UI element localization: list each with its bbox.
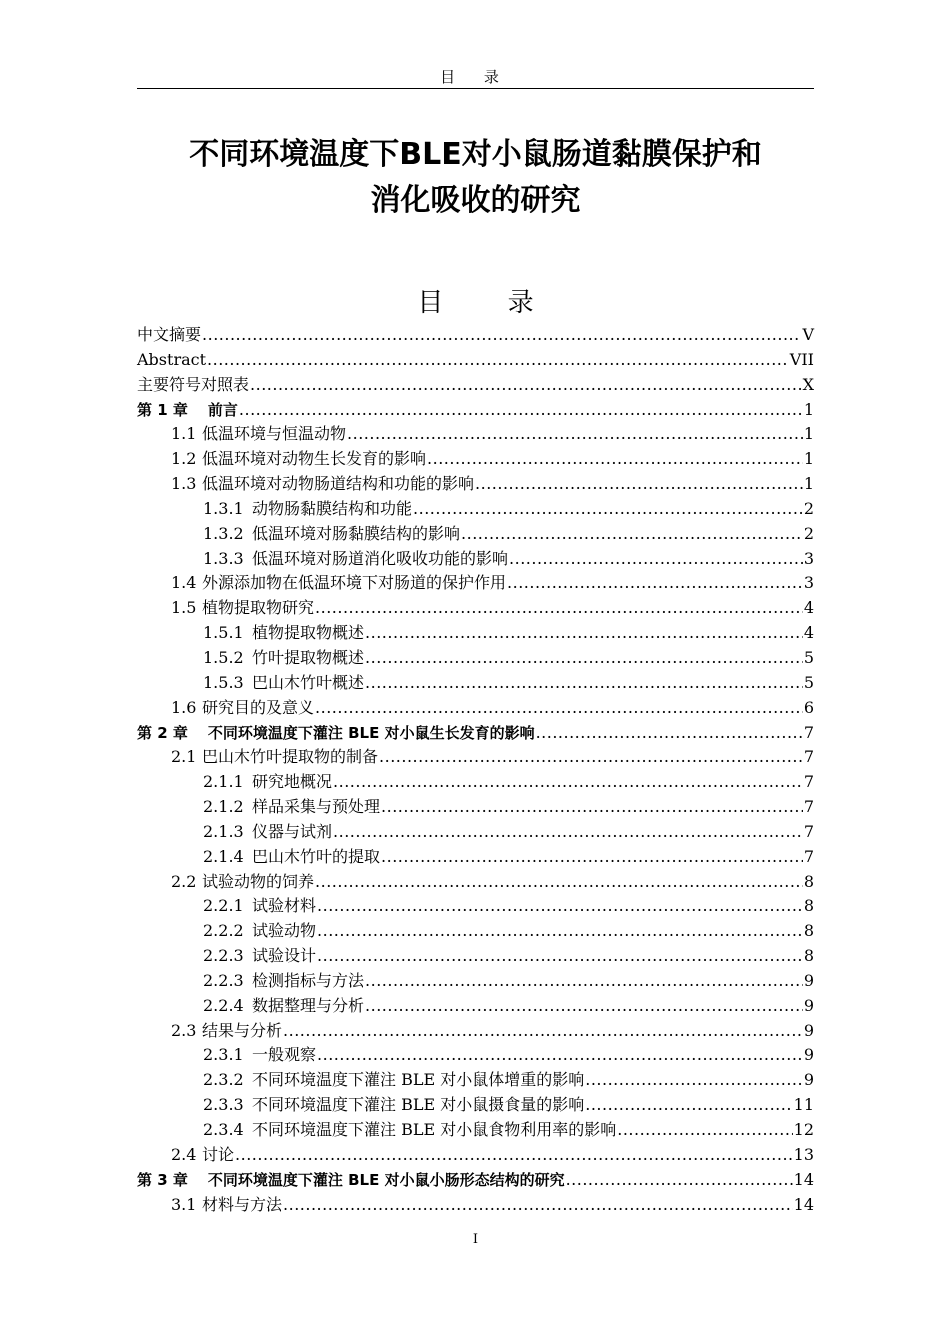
toc-leader-dots — [381, 795, 803, 820]
toc-entry-label — [203, 944, 316, 969]
toc-leader-dots — [507, 571, 803, 596]
toc-leader-dots — [333, 820, 803, 845]
toc-leader-dots — [413, 497, 803, 522]
toc-entry[interactable] — [137, 1043, 814, 1068]
toc-leader-dots — [317, 894, 803, 919]
toc-leader-dots — [475, 472, 803, 497]
toc-entry-label — [203, 919, 316, 944]
toc-entry-page: 6 — [803, 697, 814, 717]
toc-entry-number: 1.5 — [171, 598, 197, 618]
toc-entry-number: 2.2.1 — [203, 896, 244, 916]
toc-entry[interactable] — [137, 447, 814, 472]
thesis-title — [137, 132, 814, 224]
toc-entry-number: 2.1.4 — [203, 846, 244, 866]
toc-entry-title: 巴山木竹叶提取物的制备 — [202, 747, 379, 767]
toc-leader-dots — [566, 1168, 793, 1193]
toc-entry-number: 2.1 — [171, 747, 197, 767]
toc-leader-dots — [315, 870, 803, 895]
toc-entry[interactable] — [137, 969, 814, 994]
toc-entry[interactable] — [137, 919, 814, 944]
toc-entry[interactable] — [137, 1093, 814, 1118]
thesis-title-line-2: 消化吸收的研究 — [370, 183, 581, 218]
toc-entry-title: 试验动物的饲养 — [202, 871, 315, 891]
toc-entry[interactable] — [137, 1193, 814, 1218]
toc-entry-label — [171, 696, 314, 721]
toc-entry[interactable] — [137, 1068, 814, 1093]
toc-entry[interactable] — [137, 348, 814, 373]
toc-entry-label — [203, 994, 364, 1019]
toc-leader-dots — [283, 1193, 793, 1218]
toc-entry-page: 9 — [803, 995, 814, 1015]
toc-entry-number: 2.4 — [171, 1144, 197, 1164]
toc-entry[interactable] — [137, 547, 814, 572]
toc-leader-dots — [365, 646, 803, 671]
toc-entry-page: 1 — [803, 474, 814, 494]
toc-entry-number: 2.1.1 — [203, 772, 244, 792]
toc-entry-number: 第 1 章 — [137, 400, 188, 419]
toc-entry-number: 1.3.3 — [203, 548, 244, 568]
toc-entry-page: 5 — [803, 647, 814, 667]
toc-entry-label — [171, 1193, 282, 1218]
toc-entry-label — [171, 472, 474, 497]
toc-entry[interactable] — [137, 745, 814, 770]
toc-entry-title: 植物提取物概述 — [252, 623, 365, 643]
toc-leader-dots — [585, 1068, 803, 1093]
toc-entry-number: 2.2.4 — [203, 995, 244, 1015]
toc-entry-label — [171, 571, 506, 596]
toc-entry[interactable] — [137, 820, 814, 845]
toc-leader-dots — [365, 969, 803, 994]
toc-entry[interactable] — [137, 1168, 814, 1193]
toc-entry-number: 1.3 — [171, 474, 197, 494]
toc-entry-number: 1.5.3 — [203, 672, 244, 692]
toc-entry-number: 2.3 — [171, 1020, 197, 1040]
toc-entry-page: 9 — [803, 1020, 814, 1040]
toc-entry-title: 不同环境温度下灌注 BLE 对小鼠食物利用率的影响 — [252, 1120, 617, 1139]
toc-entry-number: 2.3.1 — [203, 1045, 244, 1065]
toc-entry[interactable] — [137, 571, 814, 596]
toc-entry[interactable] — [137, 795, 814, 820]
toc-heading: 目 录 — [417, 288, 562, 318]
toc-leader-dots — [365, 621, 803, 646]
toc-entry-label — [203, 820, 332, 845]
toc-entry-label — [203, 845, 380, 870]
toc-entry[interactable] — [137, 870, 814, 895]
toc-leader-dots — [317, 944, 803, 969]
toc-entry-page: 14 — [793, 1194, 814, 1214]
toc-leader-dots — [317, 919, 803, 944]
toc-entry-page: 8 — [803, 896, 814, 916]
toc-entry-label — [203, 547, 508, 572]
toc-entry[interactable] — [137, 422, 814, 447]
toc-entry-page: VII — [789, 349, 814, 369]
toc-entry-page: 8 — [803, 871, 814, 891]
toc-entry-number: 2.2.3 — [203, 970, 244, 990]
toc-leader-dots — [202, 323, 801, 348]
toc-entry-page: 8 — [803, 946, 814, 966]
toc-entry-title: 低温环境对肠道消化吸收功能的影响 — [252, 548, 509, 568]
table-of-contents — [137, 323, 814, 1217]
toc-entry[interactable] — [137, 1118, 814, 1143]
toc-entry-title: 巴山木竹叶的提取 — [252, 846, 381, 866]
toc-entry-title: 中文摘要 — [137, 325, 202, 344]
toc-entry-number: 2.3.4 — [203, 1120, 244, 1139]
toc-entry-page: 2 — [803, 523, 814, 543]
toc-entry-label — [171, 422, 346, 447]
toc-entry[interactable] — [137, 646, 814, 671]
toc-leader-dots — [283, 1019, 803, 1044]
toc-leader-dots — [585, 1093, 792, 1118]
toc-entry-page: 4 — [803, 598, 814, 618]
toc-entry-title: 检测指标与方法 — [252, 970, 365, 990]
toc-entry-title: 竹叶提取物概述 — [252, 647, 365, 667]
toc-entry-label — [171, 1019, 282, 1044]
toc-entry-number: 2.2.3 — [203, 946, 244, 966]
toc-entry-title: 低温环境对动物生长发育的影响 — [202, 449, 427, 469]
toc-entry[interactable] — [137, 1143, 814, 1168]
toc-entry[interactable] — [137, 323, 814, 348]
toc-entry-number: 2.1.3 — [203, 821, 244, 841]
header-rule — [137, 88, 814, 89]
toc-entry-title: 试验动物 — [252, 921, 317, 941]
toc-entry-number: 2.2.2 — [203, 921, 244, 941]
toc-entry[interactable] — [137, 894, 814, 919]
toc-entry-page: 9 — [803, 1045, 814, 1065]
toc-entry-page: X — [802, 374, 814, 394]
toc-entry-title: 材料与方法 — [202, 1194, 283, 1214]
toc-entry-title: 不同环境温度下灌注 BLE 对小鼠摄食量的影响 — [252, 1095, 585, 1115]
toc-entry-title: 巴山木竹叶概述 — [252, 672, 365, 692]
toc-leader-dots — [315, 696, 803, 721]
toc-leader-dots — [239, 398, 803, 423]
toc-entry-label — [203, 671, 364, 696]
toc-entry-title: 前言 — [207, 400, 238, 419]
toc-entry-title: 不同环境温度下灌注 BLE 对小鼠生长发育的影响 — [207, 723, 535, 742]
toc-entry-number: 2.1.2 — [203, 797, 244, 817]
toc-entry-title: 样品采集与预处理 — [252, 797, 381, 817]
toc-entry-page: 8 — [803, 921, 814, 941]
toc-entry-label — [203, 1118, 616, 1143]
toc-entry-label — [203, 1068, 584, 1093]
toc-leader-dots — [536, 721, 803, 746]
toc-leader-dots — [347, 422, 803, 447]
toc-entry-title: 结果与分析 — [202, 1020, 283, 1040]
toc-entry[interactable] — [137, 696, 814, 721]
toc-entry-title: 试验设计 — [252, 946, 317, 966]
toc-entry-page: 14 — [793, 1169, 814, 1189]
toc-entry-title: 低温环境对肠黏膜结构的影响 — [252, 523, 461, 543]
toc-entry-label — [137, 373, 249, 398]
toc-entry-label — [203, 646, 364, 671]
toc-leader-dots — [461, 522, 803, 547]
running-header: 目 录 — [440, 68, 511, 86]
toc-entry-title: 一般观察 — [252, 1045, 317, 1065]
toc-entry-page: 2 — [803, 498, 814, 518]
toc-entry-title: 数据整理与分析 — [252, 995, 365, 1015]
toc-entry-label — [203, 497, 412, 522]
toc-entry-page: 9 — [803, 970, 814, 990]
toc-entry-title: 不同环境温度下灌注 BLE 对小鼠小肠形态结构的研究 — [207, 1170, 565, 1189]
toc-entry-label — [137, 323, 201, 348]
toc-entry-title: 研究地概况 — [252, 772, 333, 792]
toc-entry-page: 1 — [803, 449, 814, 469]
toc-entry-page: 11 — [793, 1095, 814, 1115]
toc-entry-label — [203, 894, 316, 919]
toc-entry-page: 12 — [793, 1120, 814, 1139]
toc-leader-dots — [509, 547, 803, 572]
toc-entry-label — [171, 870, 314, 895]
toc-entry-label — [203, 522, 460, 547]
toc-entry[interactable] — [137, 845, 814, 870]
toc-entry-page: 13 — [793, 1144, 814, 1164]
toc-entry-page: 3 — [803, 573, 814, 593]
toc-entry-page: 1 — [803, 399, 814, 419]
toc-entry-title: 主要符号对照表 — [137, 374, 250, 394]
toc-entry-page: 5 — [803, 672, 814, 692]
toc-entry-label — [171, 596, 314, 621]
toc-entry-label — [171, 447, 426, 472]
toc-entry-title: 不同环境温度下灌注 BLE 对小鼠体增重的影响 — [252, 1070, 585, 1090]
toc-leader-dots — [381, 845, 803, 870]
toc-entry-page: 9 — [803, 1070, 814, 1090]
toc-entry-title: 低温环境对动物肠道结构和功能的影响 — [202, 474, 475, 494]
toc-entry[interactable] — [137, 994, 814, 1019]
toc-entry-number: 1.6 — [171, 697, 197, 717]
toc-entry[interactable] — [137, 671, 814, 696]
toc-leader-dots — [235, 1143, 793, 1168]
toc-entry[interactable] — [137, 596, 814, 621]
toc-entry-label — [137, 398, 238, 423]
toc-entry-page: 7 — [803, 797, 814, 817]
toc-leader-dots — [333, 770, 803, 795]
toc-entry-label — [203, 1043, 316, 1068]
toc-entry-number: 1.4 — [171, 573, 197, 593]
toc-entry-title: 外源添加物在低温环境下对肠道的保护作用 — [202, 573, 507, 593]
toc-entry-number: 2.3.3 — [203, 1095, 244, 1115]
toc-entry-label — [137, 721, 535, 746]
toc-entry-label — [137, 348, 206, 373]
toc-entry-page: V — [802, 325, 814, 344]
toc-entry-title: 研究目的及意义 — [202, 697, 315, 717]
toc-entry-page: 7 — [803, 772, 814, 792]
toc-entry-label — [203, 795, 380, 820]
toc-entry-page: 7 — [803, 747, 814, 767]
toc-entry-number: 1.3.2 — [203, 523, 244, 543]
toc-entry[interactable] — [137, 721, 814, 746]
toc-entry-page: 1 — [803, 424, 814, 444]
toc-entry-title: Abstract — [137, 349, 207, 369]
toc-entry-number: 第 3 章 — [137, 1170, 188, 1189]
toc-entry-number: 1.1 — [171, 424, 197, 444]
toc-entry-label — [203, 621, 364, 646]
toc-entry-number: 1.5.2 — [203, 647, 244, 667]
toc-entry-page: 7 — [803, 821, 814, 841]
toc-leader-dots — [315, 596, 803, 621]
toc-entry-title: 植物提取物研究 — [202, 598, 315, 618]
thesis-title-line-1: 不同环境温度下BLE对小鼠肠道黏膜保护和 — [189, 137, 762, 172]
toc-entry[interactable] — [137, 373, 814, 398]
toc-entry[interactable] — [137, 944, 814, 969]
toc-leader-dots — [365, 994, 803, 1019]
toc-entry-page: 4 — [803, 623, 814, 643]
toc-entry[interactable] — [137, 1019, 814, 1044]
toc-entry[interactable] — [137, 398, 814, 423]
toc-entry-label — [171, 745, 378, 770]
toc-entry[interactable] — [137, 497, 814, 522]
page-number: I — [472, 1232, 479, 1247]
toc-entry-number: 2.2 — [171, 871, 197, 891]
toc-entry-number: 1.5.1 — [203, 623, 244, 643]
toc-entry-label — [203, 770, 332, 795]
toc-entry[interactable] — [137, 472, 814, 497]
toc-entry-title: 讨论 — [202, 1144, 235, 1164]
toc-leader-dots — [365, 671, 803, 696]
toc-entry-label — [203, 969, 364, 994]
toc-entry-title: 动物肠黏膜结构和功能 — [252, 498, 413, 518]
toc-leader-dots — [250, 373, 802, 398]
toc-leader-dots — [207, 348, 789, 373]
toc-entry-number: 2.3.2 — [203, 1070, 244, 1090]
toc-entry-title: 试验材料 — [252, 896, 317, 916]
toc-leader-dots — [617, 1118, 792, 1143]
toc-entry-label — [203, 1093, 584, 1118]
toc-leader-dots — [379, 745, 803, 770]
toc-entry-number: 第 2 章 — [137, 723, 188, 742]
toc-entry[interactable] — [137, 522, 814, 547]
toc-entry-label — [171, 1143, 234, 1168]
toc-entry-number: 3.1 — [171, 1194, 197, 1214]
toc-leader-dots — [317, 1043, 803, 1068]
toc-entry-number: 1.2 — [171, 449, 197, 469]
toc-entry-page: 7 — [803, 846, 814, 866]
toc-entry-page: 7 — [803, 722, 814, 742]
toc-entry-title: 低温环境与恒温动物 — [202, 424, 347, 444]
toc-entry-title: 仪器与试剂 — [252, 821, 333, 841]
toc-entry-page: 3 — [803, 548, 814, 568]
toc-leader-dots — [427, 447, 803, 472]
toc-entry[interactable] — [137, 770, 814, 795]
toc-entry[interactable] — [137, 621, 814, 646]
toc-entry-label — [137, 1168, 565, 1193]
toc-entry-number: 1.3.1 — [203, 498, 244, 518]
